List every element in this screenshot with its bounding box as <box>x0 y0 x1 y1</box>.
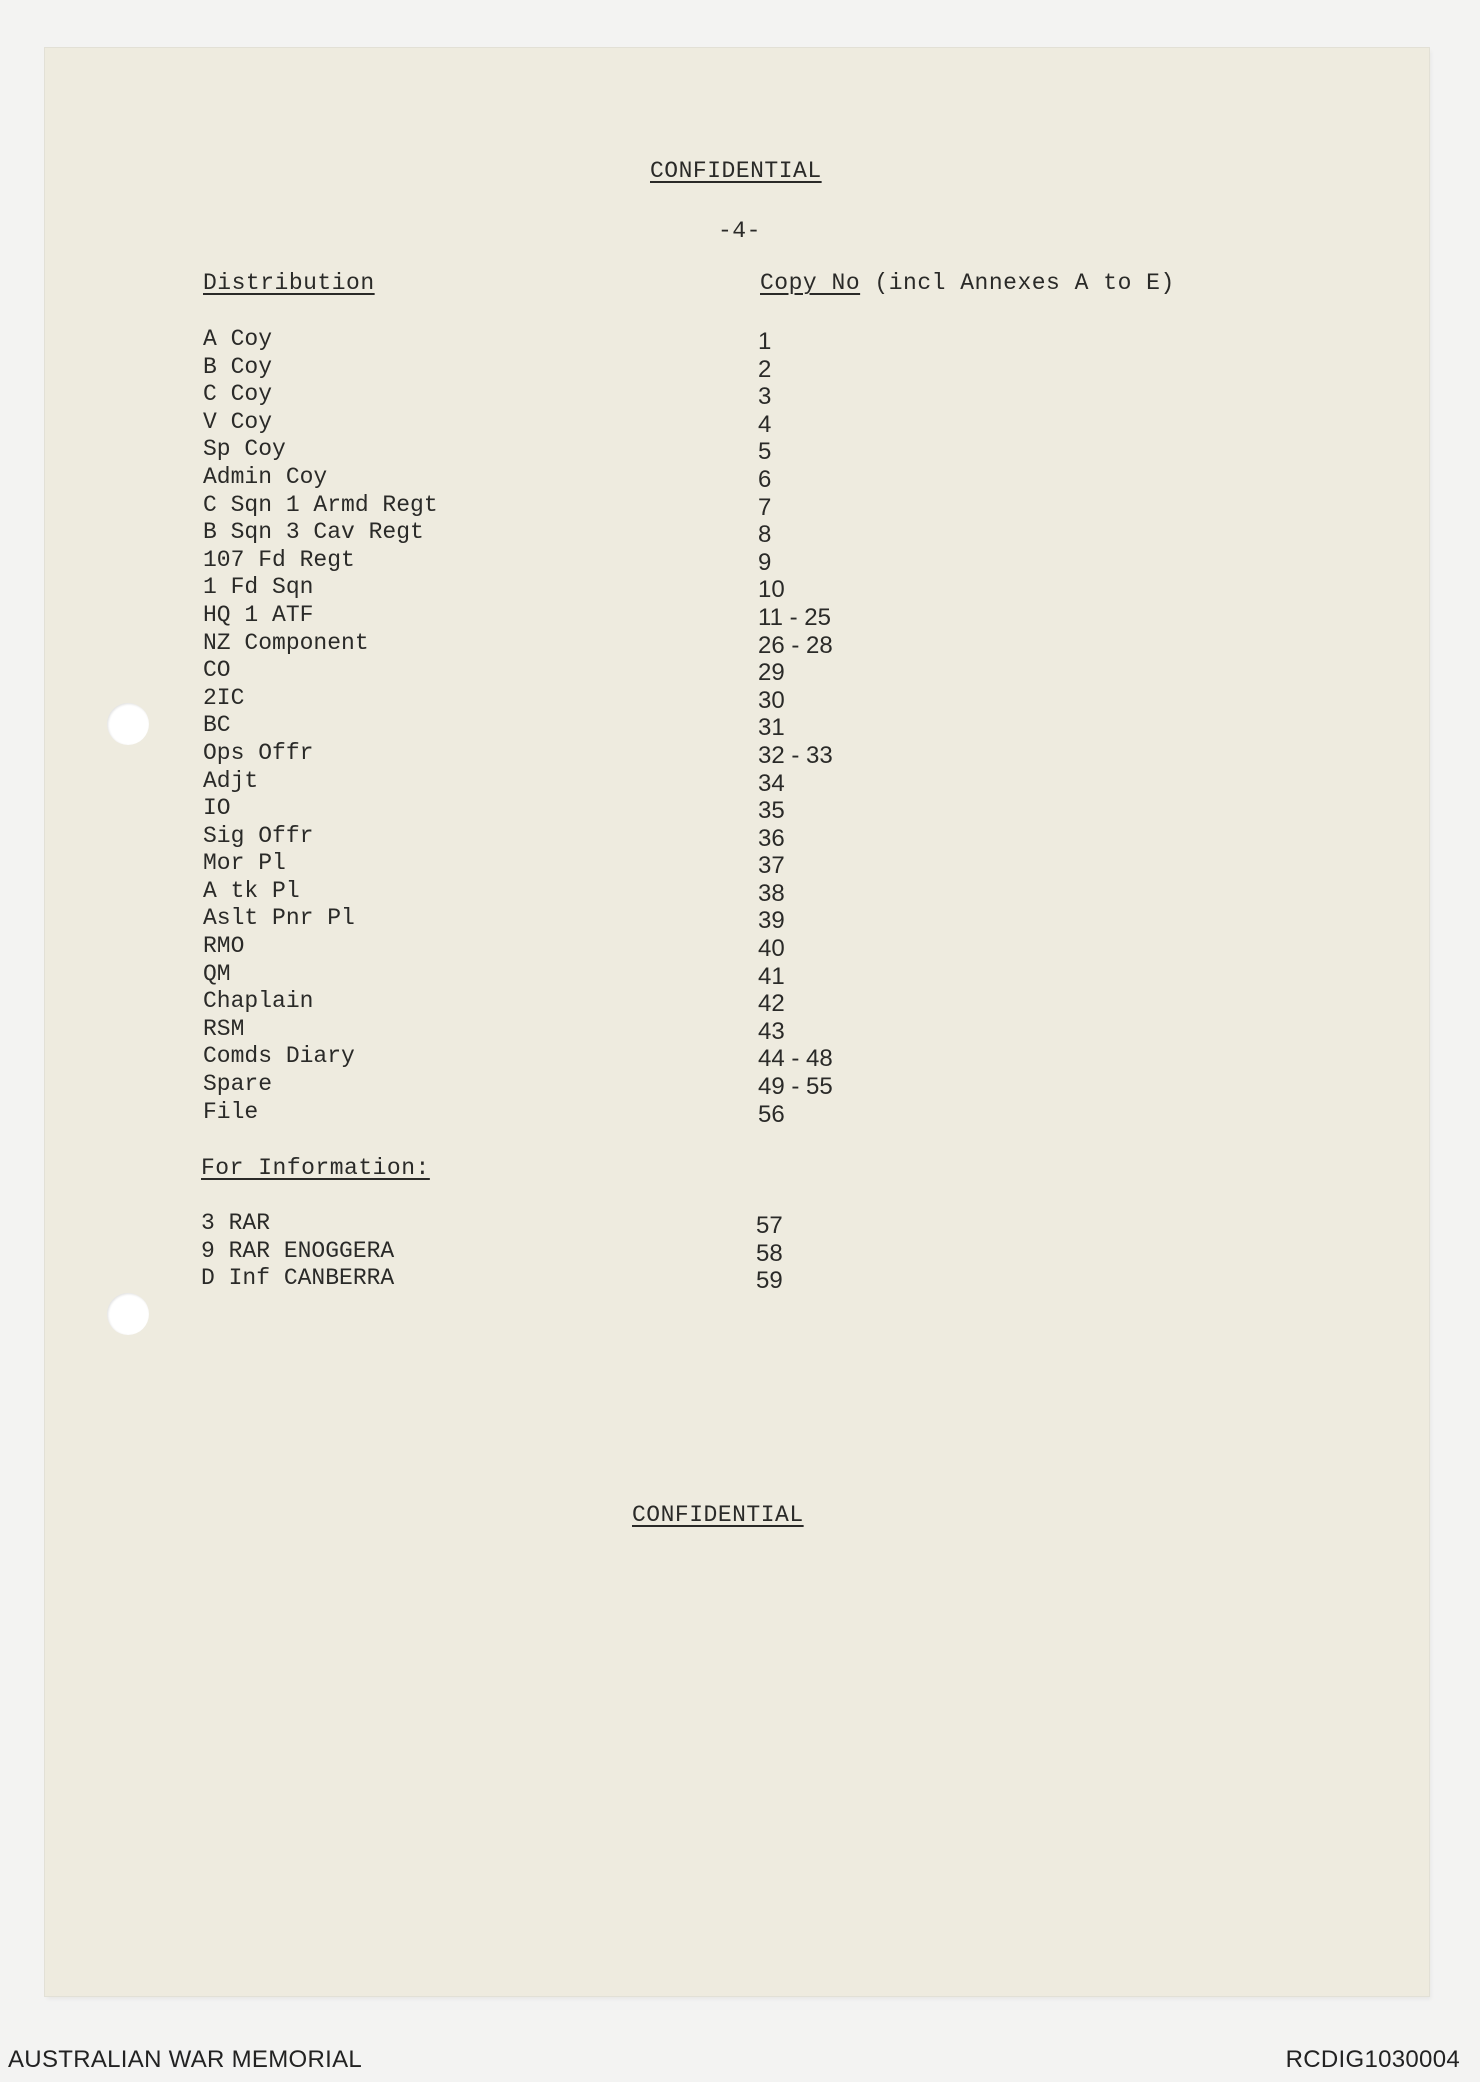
addressee: Mor Pl <box>203 850 286 877</box>
addressee: B Sqn 3 Cav Regt <box>203 519 424 546</box>
copy-number: 7 <box>758 493 772 521</box>
list-item <box>203 547 1003 575</box>
copy-number: 58 <box>756 1239 783 1267</box>
addressee: IO <box>203 795 231 822</box>
addressee: File <box>203 1098 259 1125</box>
page-number: -4- <box>718 218 761 244</box>
copy-number: 34 <box>758 769 785 797</box>
copy-number: 6 <box>758 465 772 493</box>
classification-bottom: CONFIDENTIAL <box>632 1502 804 1528</box>
list-item <box>203 1043 1003 1071</box>
addressee: RMO <box>203 933 245 960</box>
addressee: Ops Offr <box>203 739 314 766</box>
addressee: Admin Coy <box>203 463 328 490</box>
addressee: Adjt <box>203 767 259 794</box>
list-item <box>203 1099 1003 1127</box>
list-item <box>203 961 1003 989</box>
addressee: V Coy <box>203 408 273 435</box>
list-item <box>203 850 1003 878</box>
list-item <box>203 436 1003 464</box>
addressee: CO <box>203 657 231 684</box>
list-item <box>203 933 1003 961</box>
list-item <box>203 574 1003 602</box>
addressee: Aslt Pnr Pl <box>203 905 355 932</box>
list-item <box>203 988 1003 1016</box>
list-item <box>203 519 1003 547</box>
list-item <box>203 464 1003 492</box>
addressee: Spare <box>203 1071 273 1098</box>
archive-source: AUSTRALIAN WAR MEMORIAL <box>8 2046 363 2073</box>
copy-number: 1 <box>758 328 772 355</box>
addressee: 1 Fd Sqn <box>203 574 314 601</box>
list-item <box>203 712 1003 740</box>
list-item <box>203 657 1003 685</box>
copy-number: 35 <box>758 797 785 825</box>
copy-number: 30 <box>758 686 785 714</box>
information-list <box>201 1210 1001 1293</box>
copy-number: 10 <box>758 576 785 604</box>
list-item <box>203 905 1003 933</box>
copy-number: 5 <box>758 438 772 466</box>
list-item <box>201 1265 1001 1293</box>
addressee: QM <box>203 960 231 987</box>
copy-number: 38 <box>758 879 785 907</box>
distribution-list <box>203 326 1003 1126</box>
copy-heading-note: (incl Annexes A to E) <box>860 270 1175 296</box>
punch-hole <box>107 703 149 745</box>
copy-number: 57 <box>756 1212 783 1239</box>
addressee: Sp Coy <box>203 436 286 463</box>
classification-top: CONFIDENTIAL <box>650 158 822 184</box>
addressee: Comds Diary <box>203 1043 355 1070</box>
copy-number: 11 - 25 <box>758 603 831 631</box>
addressee: BC <box>203 712 231 739</box>
copy-heading-label: Copy No <box>760 270 861 296</box>
list-item <box>201 1238 1001 1266</box>
copy-number: 32 - 33 <box>758 741 833 769</box>
copy-number: 49 - 55 <box>758 1073 833 1101</box>
copy-number: 40 <box>758 935 785 963</box>
addressee: B Coy <box>203 353 273 380</box>
addressee: 9 RAR ENOGGERA <box>201 1237 395 1264</box>
list-item <box>203 823 1003 851</box>
copy-number: 56 <box>758 1100 785 1128</box>
addressee: A Coy <box>203 326 273 352</box>
copy-number: 9 <box>758 548 772 576</box>
list-item <box>203 354 1003 382</box>
copy-number: 59 <box>756 1267 783 1295</box>
addressee: RSM <box>203 1015 245 1042</box>
list-item <box>203 878 1003 906</box>
copy-number: 8 <box>758 521 772 549</box>
addressee: C Sqn 1 Armd Regt <box>203 491 438 518</box>
copy-number: 39 <box>758 907 785 935</box>
copy-number: 43 <box>758 1017 785 1045</box>
distribution-heading: Distribution <box>203 270 375 296</box>
addressee: 2IC <box>203 684 245 711</box>
list-item <box>203 1016 1003 1044</box>
archive-reference: RCDIG1030004 <box>1285 2046 1460 2073</box>
list-item <box>203 685 1003 713</box>
list-item <box>203 630 1003 658</box>
list-item <box>203 326 1003 354</box>
list-item <box>203 740 1003 768</box>
copy-number-heading <box>760 270 1175 296</box>
copy-number: 31 <box>758 714 785 742</box>
copy-number: 44 - 48 <box>758 1045 833 1073</box>
copy-number: 2 <box>758 355 772 383</box>
addressee: Sig Offr <box>203 822 314 849</box>
information-heading: For Information: <box>201 1155 430 1181</box>
copy-number: 42 <box>758 990 785 1018</box>
list-item <box>203 409 1003 437</box>
copy-number: 4 <box>758 410 772 438</box>
addressee: D Inf CANBERRA <box>201 1265 395 1292</box>
addressee: 3 RAR <box>201 1210 271 1236</box>
list-item <box>203 492 1003 520</box>
copy-number: 37 <box>758 852 785 880</box>
list-item <box>203 768 1003 796</box>
copy-number: 41 <box>758 962 785 990</box>
addressee: A tk Pl <box>203 877 300 904</box>
list-item <box>203 381 1003 409</box>
copy-number: 26 - 28 <box>758 631 833 659</box>
punch-hole <box>107 1293 149 1335</box>
list-item <box>201 1210 1001 1238</box>
list-item <box>203 602 1003 630</box>
addressee: C Coy <box>203 381 273 408</box>
copy-number: 3 <box>758 383 772 411</box>
addressee: Chaplain <box>203 988 314 1015</box>
copy-number: 29 <box>758 659 785 687</box>
addressee: NZ Component <box>203 629 369 656</box>
list-item <box>203 1071 1003 1099</box>
addressee: 107 Fd Regt <box>203 546 355 573</box>
addressee: HQ 1 ATF <box>203 601 314 628</box>
list-item <box>203 795 1003 823</box>
copy-number: 36 <box>758 824 785 852</box>
